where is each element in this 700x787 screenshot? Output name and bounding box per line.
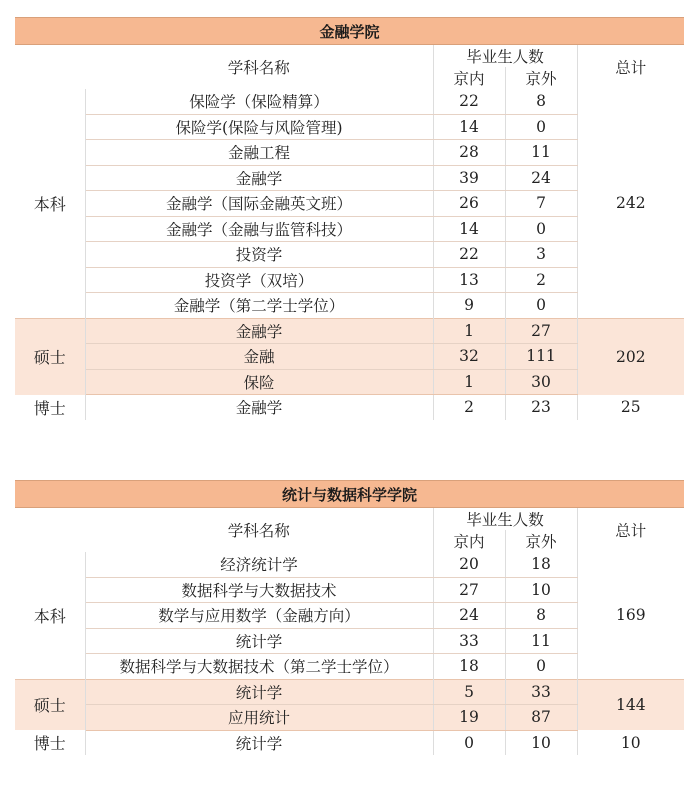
header-inside: 京内: [433, 67, 505, 89]
degree-level: 本科: [15, 552, 85, 679]
subject-name: 应用统计: [85, 705, 433, 731]
header-subject: 学科名称: [85, 45, 433, 89]
count-outside: 0: [505, 216, 577, 242]
count-inside: 33: [433, 628, 505, 654]
subject-name: 金融学: [85, 165, 433, 191]
count-outside: 27: [505, 318, 577, 344]
count-outside: 111: [505, 344, 577, 370]
count-outside: 10: [505, 730, 577, 755]
header-inside: 京内: [433, 530, 505, 552]
count-outside: 0: [505, 654, 577, 680]
count-inside: 22: [433, 242, 505, 268]
count-outside: 8: [505, 603, 577, 629]
subject-name: 数据科学与大数据技术（第二学士学位）: [85, 654, 433, 680]
count-inside: 5: [433, 679, 505, 705]
count-inside: 26: [433, 191, 505, 217]
section-title: 金融学院: [15, 17, 684, 45]
count-inside: 1: [433, 318, 505, 344]
count-outside: 23: [505, 395, 577, 420]
count-outside: 30: [505, 369, 577, 395]
table-row: [15, 552, 684, 577]
subject-name: 金融: [85, 344, 433, 370]
count-inside: 14: [433, 216, 505, 242]
table-row: [15, 730, 684, 755]
count-inside: 1: [433, 369, 505, 395]
count-inside: 18: [433, 654, 505, 680]
statistics-school-table: [15, 480, 684, 755]
subject-name: 统计学: [85, 628, 433, 654]
degree-level: 硕士: [15, 318, 85, 395]
subject-name: 金融学（第二学士学位）: [85, 293, 433, 319]
group-total: 25: [620, 398, 641, 416]
subject-name: 投资学: [85, 242, 433, 268]
count-outside: 2: [505, 267, 577, 293]
subject-name: 数学与应用数学（金融方向）: [85, 603, 433, 629]
count-inside: 19: [433, 705, 505, 731]
header-outside: 京外: [505, 530, 577, 552]
count-inside: 28: [433, 140, 505, 166]
count-outside: 0: [505, 293, 577, 319]
count-outside: 18: [505, 552, 577, 577]
degree-level: 博士: [15, 730, 85, 755]
count-inside: 39: [433, 165, 505, 191]
graduates-table: [15, 508, 684, 755]
count-inside: 9: [433, 293, 505, 319]
count-outside: 3: [505, 242, 577, 268]
header-total: 总计: [615, 522, 647, 540]
table-row: [15, 89, 684, 114]
subject-name: 保险: [85, 369, 433, 395]
group-total: 169: [615, 606, 646, 625]
table-row: [15, 318, 684, 344]
table-row: [15, 395, 684, 420]
count-outside: 33: [505, 679, 577, 705]
group-total: 10: [620, 733, 641, 752]
subject-name: 经济统计学: [85, 552, 433, 577]
header-subject: 学科名称: [85, 508, 433, 552]
section-title: 统计与数据科学学院: [15, 480, 684, 508]
count-outside: 87: [505, 705, 577, 731]
subject-name: 统计学: [85, 730, 433, 755]
subject-name: 金融学: [85, 395, 433, 420]
count-inside: 13: [433, 267, 505, 293]
count-outside: 0: [505, 114, 577, 140]
subject-name: 金融学（金融与监管科技）: [85, 216, 433, 242]
subject-name: 金融工程: [85, 140, 433, 166]
degree-level: 本科: [15, 89, 85, 318]
graduates-table: [15, 45, 684, 420]
group-total: 242: [615, 194, 646, 213]
header-graduates: 毕业生人数: [433, 45, 577, 67]
count-outside: 7: [505, 191, 577, 217]
subject-name: 投资学（双培）: [85, 267, 433, 293]
subject-name: 金融学: [85, 318, 433, 344]
count-inside: 32: [433, 344, 505, 370]
finance-school-table: [15, 17, 684, 420]
table-row: [15, 679, 684, 705]
header-outside: 京外: [505, 67, 577, 89]
subject-name: 数据科学与大数据技术: [85, 577, 433, 603]
count-inside: 24: [433, 603, 505, 629]
count-outside: 10: [505, 577, 577, 603]
count-outside: 11: [505, 628, 577, 654]
subject-name: 保险学（保险精算）: [85, 89, 433, 114]
subject-name: 金融学（国际金融英文班）: [85, 191, 433, 217]
count-outside: 8: [505, 89, 577, 114]
count-inside: 0: [433, 730, 505, 755]
header-graduates: 毕业生人数: [433, 508, 577, 530]
count-inside: 14: [433, 114, 505, 140]
count-outside: 11: [505, 140, 577, 166]
count-inside: 22: [433, 89, 505, 114]
degree-level: 硕士: [15, 679, 85, 730]
header-total: 总计: [615, 59, 647, 77]
subject-name: 统计学: [85, 679, 433, 705]
count-inside: 2: [433, 395, 505, 420]
degree-level: 博士: [15, 395, 85, 420]
subject-name: 保险学(保险与风险管理): [85, 114, 433, 140]
count-outside: 24: [505, 165, 577, 191]
group-total: 202: [577, 318, 684, 395]
count-inside: 20: [433, 552, 505, 577]
count-inside: 27: [433, 577, 505, 603]
group-total: 144: [577, 679, 684, 730]
